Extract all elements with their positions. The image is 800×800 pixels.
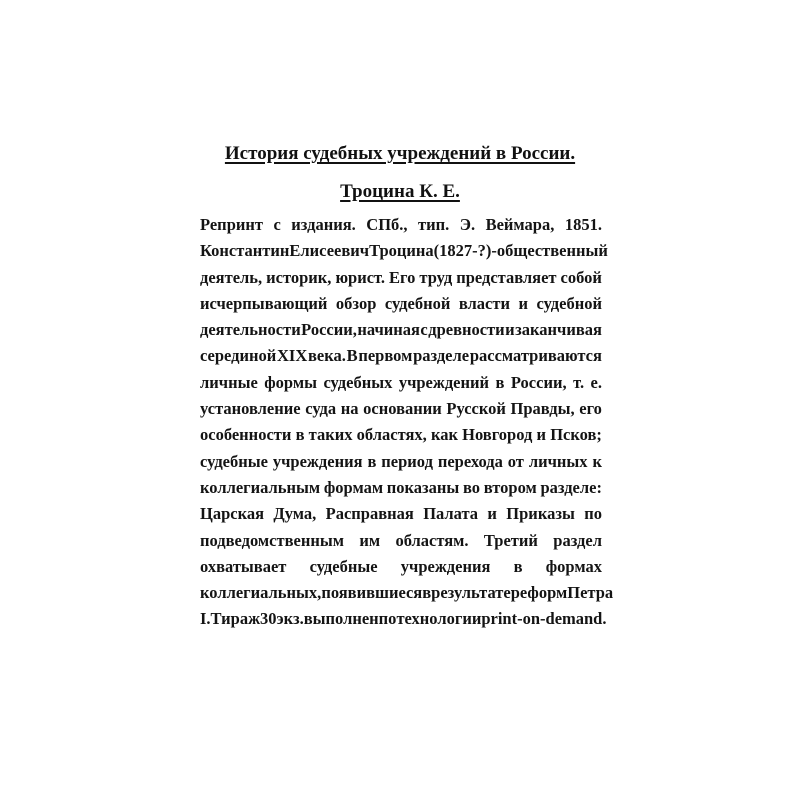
document-body — [200, 212, 614, 633]
body-line: исчерпывающий обзор судебной власти и судебной — [200, 293, 602, 313]
body-line: Константин Елисеевич Троцина (1827-?) - общественный — [200, 241, 608, 261]
document-title-text: История судебных учреждений в России. — [224, 143, 576, 164]
body-line: Царская Дума, Расправная Палата и Приказы по — [200, 504, 602, 524]
body-line: серединой XIX века. В первом разделе рассматриваются — [200, 346, 602, 366]
body-line: деятель, историк, юрист. Его труд представляет собой — [200, 267, 602, 287]
body-line: особенности в таких областях, как Новгород и Псков; — [200, 425, 602, 445]
document-title — [0, 142, 800, 166]
body-line: подведомственным им областям. Третий раздел — [200, 530, 602, 550]
body-line: коллегиальным формам показаны во втором разделе: — [200, 477, 602, 497]
body-line: коллегиальных, появившиеся в результате реформ Петра — [200, 583, 614, 603]
body-line: судебные учреждения в период перехода от личных к — [200, 451, 602, 471]
body-line: установление суда на основании Русской Правды, его — [200, 399, 602, 419]
body-line: охватывает судебные учреждения в формах — [200, 556, 602, 576]
body-line: I. Тираж 30 экз. выполнен по технологии print-on-demand. — [200, 609, 607, 629]
body-line: Репринт с издания. СПб., тип. Э. Веймара, 1851. — [200, 215, 602, 234]
document-author-text: Троцина К. Е. — [340, 181, 460, 202]
body-line: личные формы судебных учреждений в России, т. е. — [200, 372, 602, 392]
document-author — [0, 180, 800, 204]
body-line: деятельности России, начиная с древности и заканчивая — [200, 320, 602, 340]
